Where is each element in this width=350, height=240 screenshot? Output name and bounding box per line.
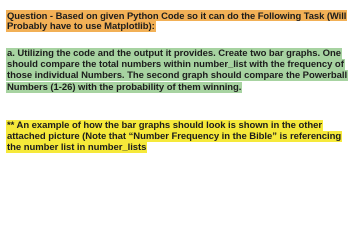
task-line-1-text: a. Utilizing the code and the output it provides. Create two bar graphs. One [7, 48, 342, 59]
note-line-3-text: the number list in number_lists [7, 142, 147, 154]
task-paragraph [6, 48, 348, 93]
task-line-4-text: Numbers (1-26) with the probability of them winning. [7, 81, 242, 93]
task-line-2-text: should compare the total numbers within number_list with the frequency of [7, 59, 344, 71]
note-line-2-text: attached picture (Note that “Number Frequency in the Bible” is referencing [7, 131, 342, 143]
note-line-1-text: ** An example of how the bar graphs should look is shown in the other [7, 120, 323, 131]
task-line-2 [6, 59, 348, 70]
task-line-3-text: those individual Numbers. The second graph should compare the Powerball [7, 70, 348, 82]
question-line-1 [6, 10, 347, 21]
question-line-1-text: Question - Based on given Python Code so it can do the Following Task (Will [7, 10, 347, 21]
question-paragraph [6, 10, 347, 32]
note-line-3 [6, 142, 342, 153]
task-line-4 [6, 82, 348, 93]
note-line-1 [6, 120, 342, 131]
task-line-3 [6, 70, 348, 81]
note-line-2 [6, 131, 342, 142]
note-paragraph [6, 120, 342, 154]
task-line-1 [6, 48, 348, 59]
question-line-2-text: Probably have to use Matplotlib): [7, 21, 155, 33]
question-line-2 [6, 21, 347, 32]
